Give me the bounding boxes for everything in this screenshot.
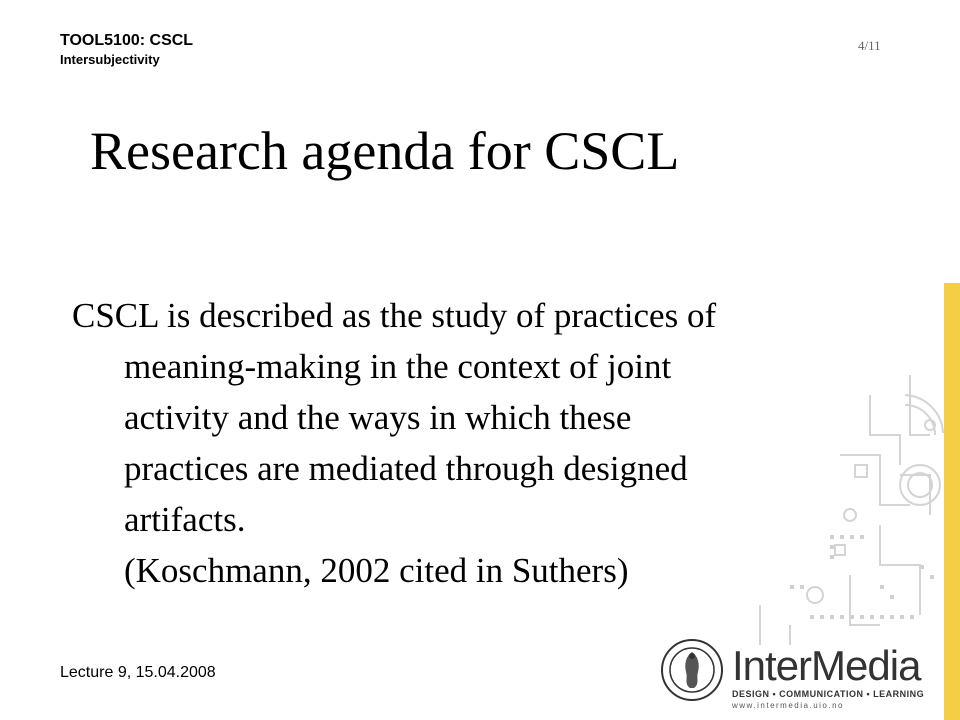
body-line: CSCL is described as the study of practices of xyxy=(72,296,717,335)
logo-wordmark: InterMedia xyxy=(732,642,921,689)
lecture-date: Lecture 9, 15.04.2008 xyxy=(60,664,216,681)
body-line: artifacts. xyxy=(124,500,246,539)
university-seal xyxy=(660,638,724,702)
slide-title: Research agenda for CSCL xyxy=(90,121,680,181)
course-subtitle: Intersubjectivity xyxy=(60,52,160,67)
course-title: TOOL5100: CSCL xyxy=(60,32,194,49)
circuit-decoration xyxy=(730,365,944,645)
logo-url: www.intermedia.uio.no xyxy=(732,701,844,710)
page-number: 4/11 xyxy=(858,38,881,53)
intermedia-logo xyxy=(732,643,942,713)
accent-bar xyxy=(944,283,960,720)
body-line: meaning-making in the context of joint xyxy=(124,347,672,386)
body-line: practices are mediated through designed xyxy=(124,449,688,488)
citation: (Koschmann, 2002 cited in Suthers) xyxy=(124,551,629,590)
logo-tagline: DESIGN • COMMUNICATION • LEARNING xyxy=(732,689,925,699)
body-line: activity and the ways in which these xyxy=(124,398,632,437)
